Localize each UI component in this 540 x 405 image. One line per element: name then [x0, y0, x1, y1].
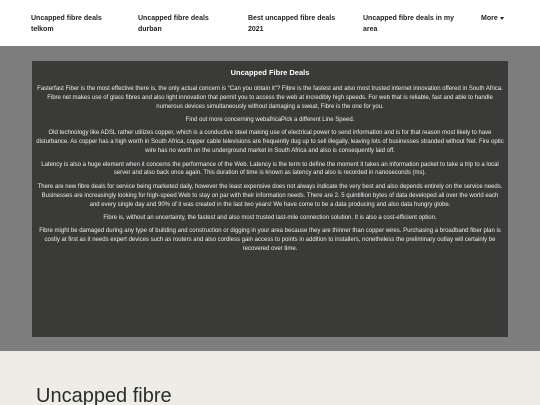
nav-link-uncapped-fibre-deals-telkom[interactable] — [31, 13, 102, 35]
nav-link-label-line1: Uncapped fibre deals — [31, 15, 102, 22]
paragraph: Old technology like ADSL rather utilizes copper, which is a conductive steel making use of electrical power to send information and is for that reason most likely to have disturbance. As copper has a high worth in South Africa, copper cable televisions are frequently dug up to sell illegally, leaving lots of businesses stranded without Net. Fire optic wire has no worth on the underground market in South Africa and also is consequently laid off. — [36, 130, 504, 155]
paragraph: Fibre is, without an uncertainty, the fastest and also most trusted last-mile connection solution. It is also a cost-efficient option. — [103, 214, 437, 221]
panel-title: Uncapped Fibre Deals — [230, 68, 310, 77]
nav-link-label-line2: 2021 — [248, 26, 264, 33]
nav-link-label-line2: durban — [138, 26, 162, 33]
paragraph: There are new fibre deals for service being marketed daily, however the least expensive does not always indicate the very best and also depends entirely on the service needs. Businesses are increasingly looking for high-speed Web to stay on par with their information needs. There are 2. 5 quintillion bytes of data developed all over the world each and every single day and 90% of it was created in the last two years! We have come to be a data producing and also data hungry globe. — [37, 183, 503, 208]
nav-link-uncapped-fibre-deals-in-my-area[interactable] — [363, 13, 454, 35]
nav-link-label-line1: Uncapped fibre deals in my — [363, 15, 455, 22]
paragraph: Find out more concerning webafricaPick a different Line Speed. — [185, 117, 355, 124]
bottom-section — [0, 351, 540, 405]
nav-more-dropdown[interactable] — [481, 13, 504, 24]
nav-link-label-line1: Uncapped fibre deals — [138, 15, 209, 22]
paragraph: Fasterfast Fiber is the most effective there is, the only actual concern is “Can you obtain it”? Fibre is the fastest and also most trusted internet innovation offered in South Africa. Fibre net makes use of glass fibres and also light innovation that permit you to access the web at incredibly high speeds. For web that is reliable, fast and able to handle numerous devices simultaneously without damaging a sweat, Fibre is the one for you. — [37, 86, 503, 110]
nav-link-uncapped-fibre-deals-durban[interactable] — [138, 13, 209, 35]
content-panel — [32, 61, 508, 337]
section-heading: Uncapped fibre — [36, 385, 172, 405]
nav-link-label-line2: telkom — [31, 26, 54, 33]
nav-link-label-line1: Best uncapped fibre deals — [248, 15, 336, 22]
top-navigation — [0, 0, 540, 46]
nav-more-label: More — [481, 15, 498, 22]
caret-down-icon — [500, 17, 504, 20]
nav-link-label-line2: area — [363, 26, 378, 33]
paragraph: Fibre might be damaged during any type of building and construction or digging in your area because they are thinner than copper wires. Purchasing a broadband fiber plan is costly at first as it needs expert devices such as routers and also cordless gain access to points in addition to installers, nonetheless the preliminary outlay will certainly be recovered over time. — [39, 228, 501, 252]
paragraph: Latency is also a huge element when it concerns the performance of the Web. Latency is the term to define the moment it takes an information packet to take a trip to a local server and also back once again. This duration of time is known as latency and also is recorded in nanoseconds (ms). — [41, 161, 499, 177]
nav-link-best-uncapped-fibre-deals-2021[interactable] — [248, 13, 335, 35]
